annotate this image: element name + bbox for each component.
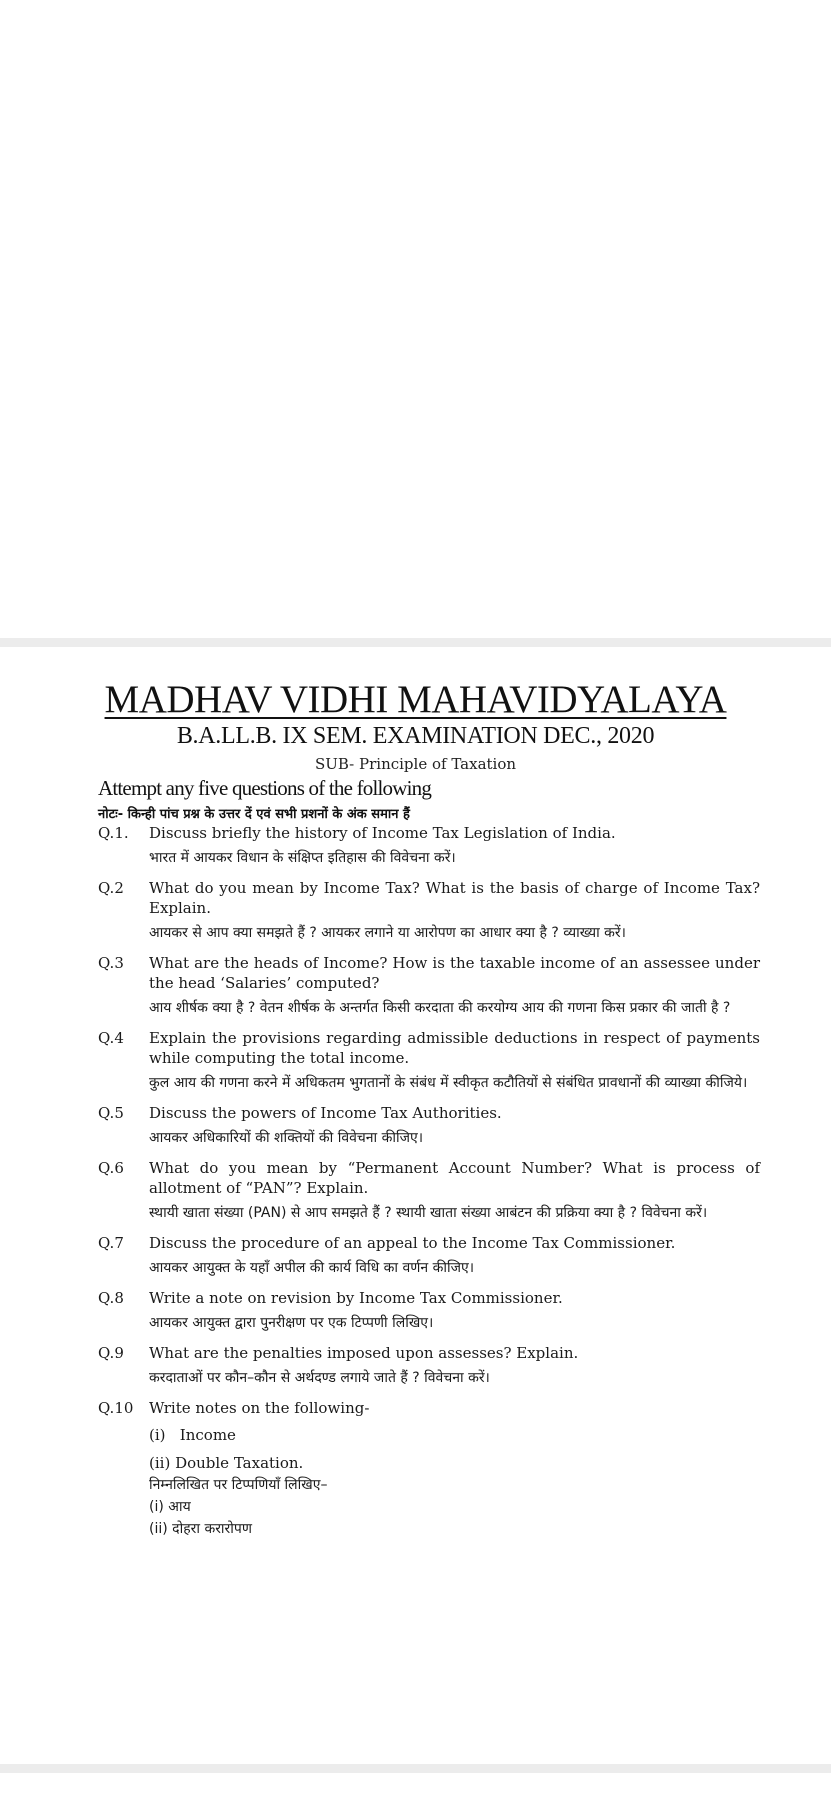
blank-area-above-page bbox=[0, 0, 831, 638]
question-text-english: What do you mean by Income Tax? What is the basis of charge of Income Tax? Explain. bbox=[149, 879, 760, 917]
question-number: Q.5 bbox=[98, 1104, 124, 1122]
question-text-english: Write notes on the following- bbox=[149, 1399, 370, 1417]
question-5 bbox=[98, 1103, 760, 1149]
question-number: Q.7 bbox=[98, 1234, 124, 1252]
question-text-hindi: निम्नलिखित पर टिप्पणियाँ लिखिए– bbox=[149, 1477, 328, 1493]
exam-paper-page bbox=[0, 647, 831, 1764]
question-6 bbox=[98, 1158, 760, 1224]
sub-item-english: (i) Income bbox=[149, 1426, 236, 1444]
question-number: Q.2 bbox=[98, 879, 124, 897]
question-text-english: Discuss the procedure of an appeal to the Income Tax Commissioner. bbox=[149, 1234, 676, 1252]
question-number: Q.9 bbox=[98, 1344, 124, 1362]
question-text-hindi: आय शीर्षक क्या है ? वेतन शीर्षक के अन्तर्गत किसी करदाता की करयोग्य आय की गणना किस प्रकार की जाती है ? bbox=[149, 1000, 731, 1016]
question-10 bbox=[98, 1398, 760, 1540]
question-text-hindi: करदाताओं पर कौन–कौन से अर्थदण्ड लगाये जाते हैं ? विवेचना करें। bbox=[149, 1370, 490, 1386]
question-text-hindi: कुल आय की गणना करने में अधिकतम भुगतानों के संबंध में स्वीकृत कटौतियों से संबंधित प्रावधानों की व्याख्या कीजिये। bbox=[149, 1075, 748, 1091]
instruction-hindi-note: नोटः- किन्ही पांच प्रश्न के उत्तर दें एवं सभी प्रशनों के अंक समान हैं bbox=[98, 807, 410, 822]
sub-item-english: (ii) Double Taxation. bbox=[149, 1454, 304, 1472]
question-text-hindi: भारत में आयकर विधान के संक्षिप्त इतिहास की विवेचना करें। bbox=[149, 850, 456, 866]
question-2 bbox=[98, 878, 760, 944]
instruction-english: Attempt any five questions of the following bbox=[98, 776, 432, 800]
question-number: Q.3 bbox=[98, 954, 124, 972]
question-text-hindi: स्थायी खाता संख्या (PAN) से आप समझते हैं ? स्थायी खाता संख्या आबंटन की प्रक्रिया क्या है ? विवेचना करें। bbox=[149, 1205, 708, 1221]
sub-item-hindi: (ii) दोहरा करारोपण bbox=[149, 1521, 252, 1537]
question-text-hindi: आयकर अधिकारियों की शक्तियों की विवेचना कीजिए। bbox=[149, 1130, 424, 1146]
page-separator bbox=[0, 1764, 831, 1773]
question-number: Q.10 bbox=[98, 1399, 134, 1417]
question-text-english: Write a note on revision by Income Tax Commissioner. bbox=[149, 1289, 563, 1307]
question-number: Q.8 bbox=[98, 1289, 124, 1307]
question-text-hindi: आयकर आयुक्त के यहाँ अपील की कार्य विधि का वर्णन कीजिए। bbox=[149, 1260, 475, 1276]
sub-item-hindi: (i) आय bbox=[149, 1499, 191, 1515]
question-number: Q.6 bbox=[98, 1159, 124, 1177]
question-text-english: What do you mean by “Permanent Account Number? What is process of allotment of “PAN”? Explain. bbox=[149, 1159, 760, 1197]
question-9 bbox=[98, 1343, 760, 1389]
question-4 bbox=[98, 1028, 760, 1094]
question-text-hindi: आयकर से आप क्या समझते हैं ? आयकर लगाने या आरोपण का आधार क्या है ? व्याख्या करें। bbox=[149, 925, 626, 941]
question-number: Q.4 bbox=[98, 1029, 124, 1047]
question-3 bbox=[98, 953, 760, 1019]
question-text-english: Discuss briefly the history of Income Tax Legislation of India. bbox=[149, 824, 616, 842]
question-text-english: What are the heads of Income? How is the taxable income of an assessee under the head ‘Salaries’ computed? bbox=[149, 954, 760, 992]
question-8 bbox=[98, 1288, 760, 1334]
question-number: Q.1. bbox=[98, 824, 129, 842]
question-text-english: Discuss the powers of Income Tax Authorities. bbox=[149, 1104, 502, 1122]
subject-line: SUB- Principle of Taxation bbox=[314, 755, 517, 773]
exam-title: B.A.LL.B. IX SEM. EXAMINATION DEC., 2020 bbox=[176, 723, 655, 749]
question-text-english: Explain the provisions regarding admissible deductions in respect of payments while computing the total income. bbox=[149, 1029, 760, 1067]
question-1 bbox=[98, 823, 760, 869]
college-name: MADHAV VIDHI MAHAVIDYALAYA bbox=[104, 678, 727, 721]
question-text-english: What are the penalties imposed upon assesses? Explain. bbox=[149, 1344, 579, 1362]
question-text-hindi: आयकर आयुक्त द्वारा पुनरीक्षण पर एक टिप्पणी लिखिए। bbox=[149, 1315, 434, 1331]
question-7 bbox=[98, 1233, 760, 1279]
page-separator bbox=[0, 638, 831, 647]
question-list bbox=[98, 823, 760, 1549]
